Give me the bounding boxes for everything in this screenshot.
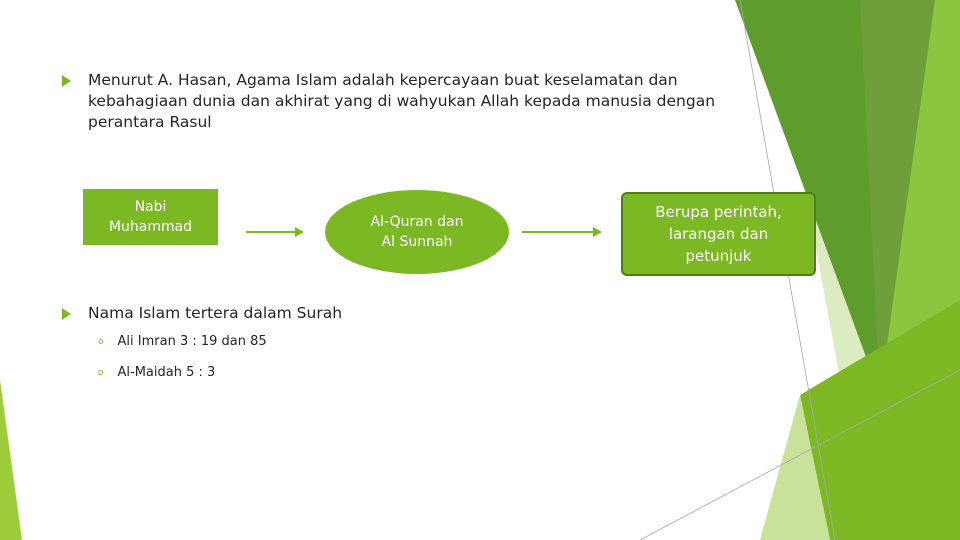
flow-ellipse-al-quran [325,190,509,274]
flow-ellipse-line: Al-Quran dan [370,214,464,230]
sub-bullet-item [98,365,215,380]
flow-ellipse-line: Al Sunnah [381,234,453,250]
flow-box-berupa-perintah [621,192,816,276]
sub-bullet-text: Al-Maidah 5 : 3 [117,365,216,380]
bullet-item-definition [62,70,722,133]
flow-box-line: Berupa perintah, [655,203,782,221]
left-facet [0,380,22,540]
flow-box-line: larangan dan [668,225,769,243]
circle-marker-icon: o [98,336,104,347]
flow-arrow-right-icon [522,225,602,239]
flow-box-line: petunjuk [685,247,752,265]
circle-marker-icon: o [98,367,104,378]
arrow-bullet-icon [62,308,71,320]
flow-box-nabi-muhammad [83,189,218,245]
bullet-item-surah [62,303,562,324]
flow-box-line: Nabi [134,199,167,215]
bullet-text: Menurut A. Hasan, Agama Islam adalah kepercayaan buat keselamatan dan kebahagiaan dunia dan akhirat yang di wahyukan Allah kepada manusia dengan perantara Rasul [88,71,716,131]
flow-box-line: Muhammad [108,219,193,235]
sub-bullet-text: Ali Imran 3 : 19 dan 85 [117,334,267,349]
flow-arrow-right-icon [246,225,304,239]
sub-bullet-item [98,334,267,349]
arrow-bullet-icon [62,75,71,87]
bullet-text: Nama Islam tertera dalam Surah [88,304,343,322]
